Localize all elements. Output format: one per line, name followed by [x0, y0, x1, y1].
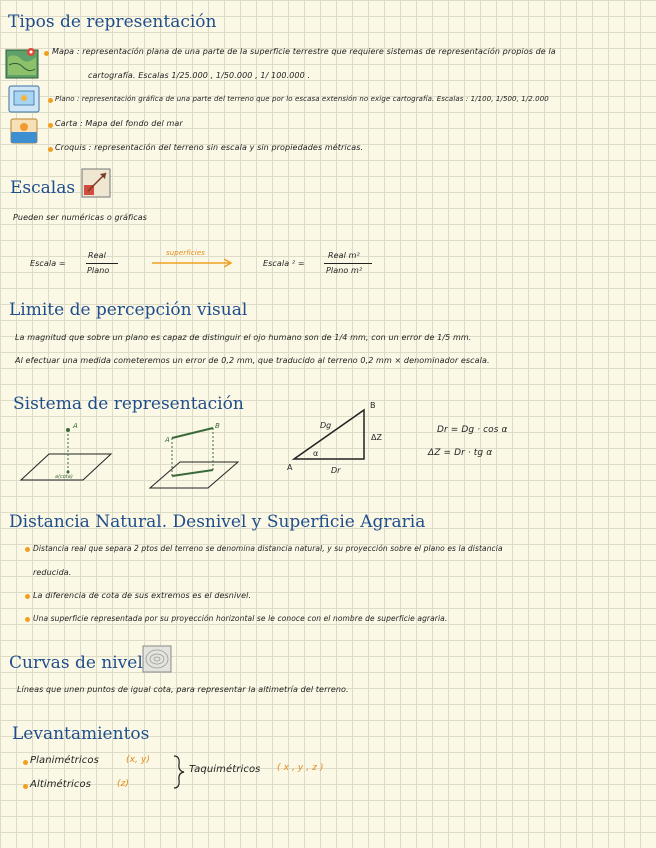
projected-segment	[172, 470, 213, 476]
plane-2	[150, 462, 238, 488]
text-altimetricos: Altimétricos	[30, 779, 92, 790]
escala-real: Real	[88, 251, 107, 260]
bullet-alt	[23, 784, 28, 789]
text-alt-coords: (z)	[117, 779, 130, 789]
text-taq-coords: ( x , y , z )	[277, 763, 324, 773]
arrow-label-superficies: superficies	[166, 249, 205, 257]
label-dz: ΔZ	[371, 433, 382, 442]
fraction-line-2	[324, 263, 372, 264]
text-plan-coords: (x, y)	[126, 755, 150, 765]
escala2-label: Escala ² =	[263, 259, 305, 268]
bullet-distancia-2	[25, 594, 30, 599]
formula-dr: Dr = Dg · cos α	[437, 425, 508, 435]
text-distancia-2: La diferencia de cota de sus extremos es el desnivel.	[33, 591, 252, 600]
text-limite-2: Al efectuar una medida cometeremos un error de 0,2 mm, que traducido al terreno 0,2 mm × denominador escala.	[15, 356, 490, 365]
point-a	[66, 428, 70, 432]
triangle	[294, 410, 364, 459]
escala2-plano: Plano m²	[326, 266, 363, 275]
text-distancia-3: Una superficie representada por su proyección horizontal se le conoce con el nombre de superficie agraria.	[33, 614, 448, 623]
text-mapa-cont: cartografía. Escalas 1/25.000 , 1/50.000 , 1/ 100.000 .	[88, 71, 311, 80]
bullet-distancia-3	[25, 617, 30, 622]
bullet-plan	[23, 760, 28, 765]
bullet-mapa	[44, 51, 49, 56]
label-a2: A	[165, 436, 170, 444]
text-curvas: Líneas que unen puntos de igual cota, para representar la altimetría del terreno.	[17, 685, 349, 694]
bullet-plano	[48, 98, 53, 103]
text-plano: Plano : representación gráfica de una parte del terreno que por lo escasa extensión no exige cartografía. Escalas : 1/100, 1/500, 1/2.000	[55, 95, 549, 103]
label-alpha: α	[313, 449, 319, 458]
label-b: B	[370, 401, 376, 410]
fraction-line-1	[86, 263, 118, 264]
map-icon	[5, 45, 39, 81]
arrow-icon	[150, 258, 236, 268]
text-planimetricos: Planimétricos	[30, 755, 99, 766]
escala-label: Escala =	[30, 259, 66, 268]
curly-brace	[172, 754, 186, 790]
section-title-limite: Limite de percepción visual	[9, 300, 248, 320]
segment-ab	[172, 428, 213, 438]
bullet-carta	[48, 123, 53, 128]
label-a: A	[73, 422, 78, 430]
text-taquimetricos: Taquimétricos	[189, 764, 261, 775]
text-carta: Carta : Mapa del fondo del mar	[55, 119, 183, 128]
text-distancia-1-cont: reducida.	[33, 568, 72, 577]
sea-chart-icon	[10, 118, 38, 144]
formula-dz: ΔZ = Dr · tg α	[428, 448, 493, 458]
plan-icon	[8, 85, 40, 113]
bullet-distancia-1	[25, 547, 30, 552]
scale-icon	[80, 167, 112, 199]
section-title-escalas: Escalas	[10, 178, 76, 198]
section-title-curvas: Curvas de nivel	[9, 653, 143, 673]
text-escalas-intro: Pueden ser numéricas o gráficas	[13, 213, 148, 222]
text-mapa: Mapa : representación plana de una parte de la superficie terrestre que requiere sistemas de representación propios de la	[52, 47, 556, 56]
label-a-tri: A	[287, 463, 293, 472]
label-dg: Dg	[320, 421, 332, 430]
escala2-real: Real m²	[328, 251, 360, 260]
contour-map-icon	[142, 645, 172, 673]
section-title-tipos: Tipos de representación	[8, 12, 217, 32]
section-title-levantamientos: Levantamientos	[12, 724, 150, 744]
label-b-small: B	[215, 422, 220, 430]
section-title-distancia: Distancia Natural. Desnivel y Superficie Agraria	[9, 512, 426, 532]
text-limite-1: La magnitud que sobre un plano es capaz de distinguir el ojo humano son de 1/4 mm, con un error de 1/5 mm.	[15, 333, 472, 342]
text-croquis: Croquis : representación del terreno sin escala y sin propiedades métricas.	[55, 143, 364, 152]
label-a-prime: a(cota)	[55, 474, 73, 480]
bullet-croquis	[48, 147, 53, 152]
escala-plano: Plano	[87, 266, 110, 275]
section-title-sistema: Sistema de representación	[13, 394, 244, 414]
label-dr: Dr	[331, 466, 341, 475]
text-distancia-1: Distancia real que separa 2 ptos del terreno se denomina distancia natural, y su proyección sobre el plano es la distancia	[33, 544, 503, 553]
